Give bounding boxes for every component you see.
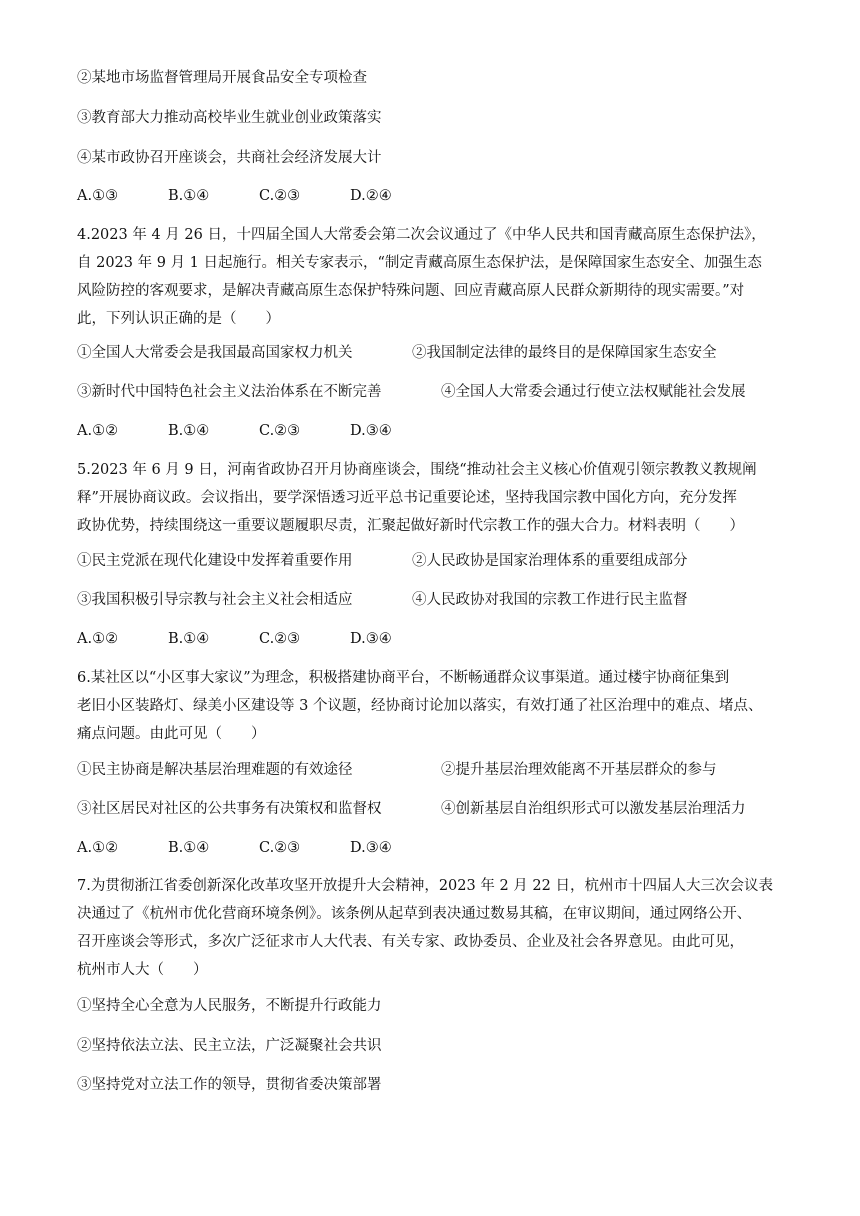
q5-option-4: ④人民政协对我国的宗教工作进行民主监督 xyxy=(412,592,688,608)
q4-option-4: ④全国人大常委会通过行使立法权赋能社会发展 xyxy=(441,384,746,400)
q3-choice-c: C.②③ xyxy=(259,188,301,204)
q4-option-2: ②我国制定法律的最终目的是保障国家生态安全 xyxy=(412,345,717,361)
q7-stem-line-1: 7.为贯彻浙江省委创新深化改革攻坚开放提升大会精神，2023 年 2 月 22 日，杭州市十四届人大三次会议表 xyxy=(77,878,773,894)
q6-choice-a: A.①② xyxy=(77,840,119,856)
q4-stem-line-4: 此，下列认识正确的是（ ） xyxy=(77,311,280,327)
q4-stem-line-3: 风险防控的客观要求，是解决青藏高原生态保护特殊问题、回应青藏高原人民群众新期待的现实需要。”对 xyxy=(77,283,745,299)
q4-stem-line-1: 4.2023 年 4 月 26 日，十四届全国人大常委会第二次会议通过了《中华人民共和国青藏高原生态保护法》， xyxy=(77,227,766,243)
q3-choice-b: B.①④ xyxy=(168,188,210,204)
q6-option-1: ①民主协商是解决基层治理难题的有效途径 xyxy=(77,762,353,778)
q5-stem-line-3: 政协优势，持续围绕这一重要议题履职尽责，汇聚起做好新时代宗教工作的强大合力。材料表明（ ） xyxy=(77,518,744,534)
q3-option-2: ②某地市场监督管理局开展食品安全专项检查 xyxy=(77,70,367,86)
q5-option-2: ②人民政协是国家治理体系的重要组成部分 xyxy=(412,553,688,569)
q6-stem-line-2: 老旧小区装路灯、绿美小区建设等 3 个议题，经协商讨论加以落实，有效打通了社区治理中的难点、堵点、 xyxy=(77,698,763,714)
q4-choice-b: B.①④ xyxy=(168,423,210,439)
q7-option-3: ③坚持党对立法工作的领导，贯彻省委决策部署 xyxy=(77,1077,382,1093)
q6-stem-line-3: 痛点问题。由此可见（ ） xyxy=(77,726,266,742)
q3-choice-a: A.①③ xyxy=(77,188,119,204)
q6-stem-line-1: 6.某社区以“小区事大家议”为理念，积极搭建协商平台，不断畅通群众议事渠道。通过楼宇协商征集到 xyxy=(77,670,730,686)
q6-option-2: ②提升基层治理效能离不开基层群众的参与 xyxy=(441,762,717,778)
q5-stem-line-1: 5.2023 年 6 月 9 日，河南省政协召开月协商座谈会，围绕“推动社会主义核心价值观引领宗教教义教规阐 xyxy=(77,462,757,478)
q3-option-4: ④某市政协召开座谈会，共商社会经济发展大计 xyxy=(77,150,382,166)
q6-choice-c: C.②③ xyxy=(259,840,301,856)
q4-choice-c: C.②③ xyxy=(259,423,301,439)
q6-choice-b: B.①④ xyxy=(168,840,210,856)
q7-stem-line-2: 决通过了《杭州市优化营商环境条例》。该条例从起草到表决通过数易其稿，在审议期间，通过网络公开、 xyxy=(77,906,752,922)
q5-choice-b: B.①④ xyxy=(168,631,210,647)
q6-option-3: ③社区居民对社区的公共事务有决策权和监督权 xyxy=(77,801,382,817)
q3-option-3: ③教育部大力推动高校毕业生就业创业政策落实 xyxy=(77,110,382,126)
q5-option-1: ①民主党派在现代化建设中发挥着重要作用 xyxy=(77,553,353,569)
q5-choice-d: D.③④ xyxy=(350,631,392,647)
q4-option-3: ③新时代中国特色社会主义法治体系在不断完善 xyxy=(77,384,382,400)
q4-choice-d: D.③④ xyxy=(350,423,392,439)
q7-stem-line-4: 杭州市人大（ ） xyxy=(77,962,208,978)
q3-choice-d: D.②④ xyxy=(350,188,392,204)
q4-stem-line-2: 自 2023 年 9 月 1 日起施行。相关专家表示，“制定青藏高原生态保护法，是保障国家生态安全、加强生态 xyxy=(77,255,762,271)
q5-choice-c: C.②③ xyxy=(259,631,301,647)
q5-stem-line-2: 释”开展协商议政。会议指出，要学深悟透习近平总书记重要论述，坚持我国宗教中国化方向，充分发挥 xyxy=(77,490,737,506)
q6-option-4: ④创新基层自治组织形式可以激发基层治理活力 xyxy=(441,801,746,817)
q5-option-3: ③我国积极引导宗教与社会主义社会相适应 xyxy=(77,592,353,608)
q7-option-1: ①坚持全心全意为人民服务，不断提升行政能力 xyxy=(77,998,382,1014)
q7-stem-line-3: 召开座谈会等形式，多次广泛征求市人大代表、有关专家、政协委员、企业及社会各界意见。由此可见， xyxy=(77,934,744,950)
q7-option-2: ②坚持依法立法、民主立法，广泛凝聚社会共识 xyxy=(77,1038,382,1054)
q6-choice-d: D.③④ xyxy=(350,840,392,856)
q4-option-1: ①全国人大常委会是我国最高国家权力机关 xyxy=(77,345,353,361)
q5-choice-a: A.①② xyxy=(77,631,119,647)
q4-choice-a: A.①② xyxy=(77,423,119,439)
